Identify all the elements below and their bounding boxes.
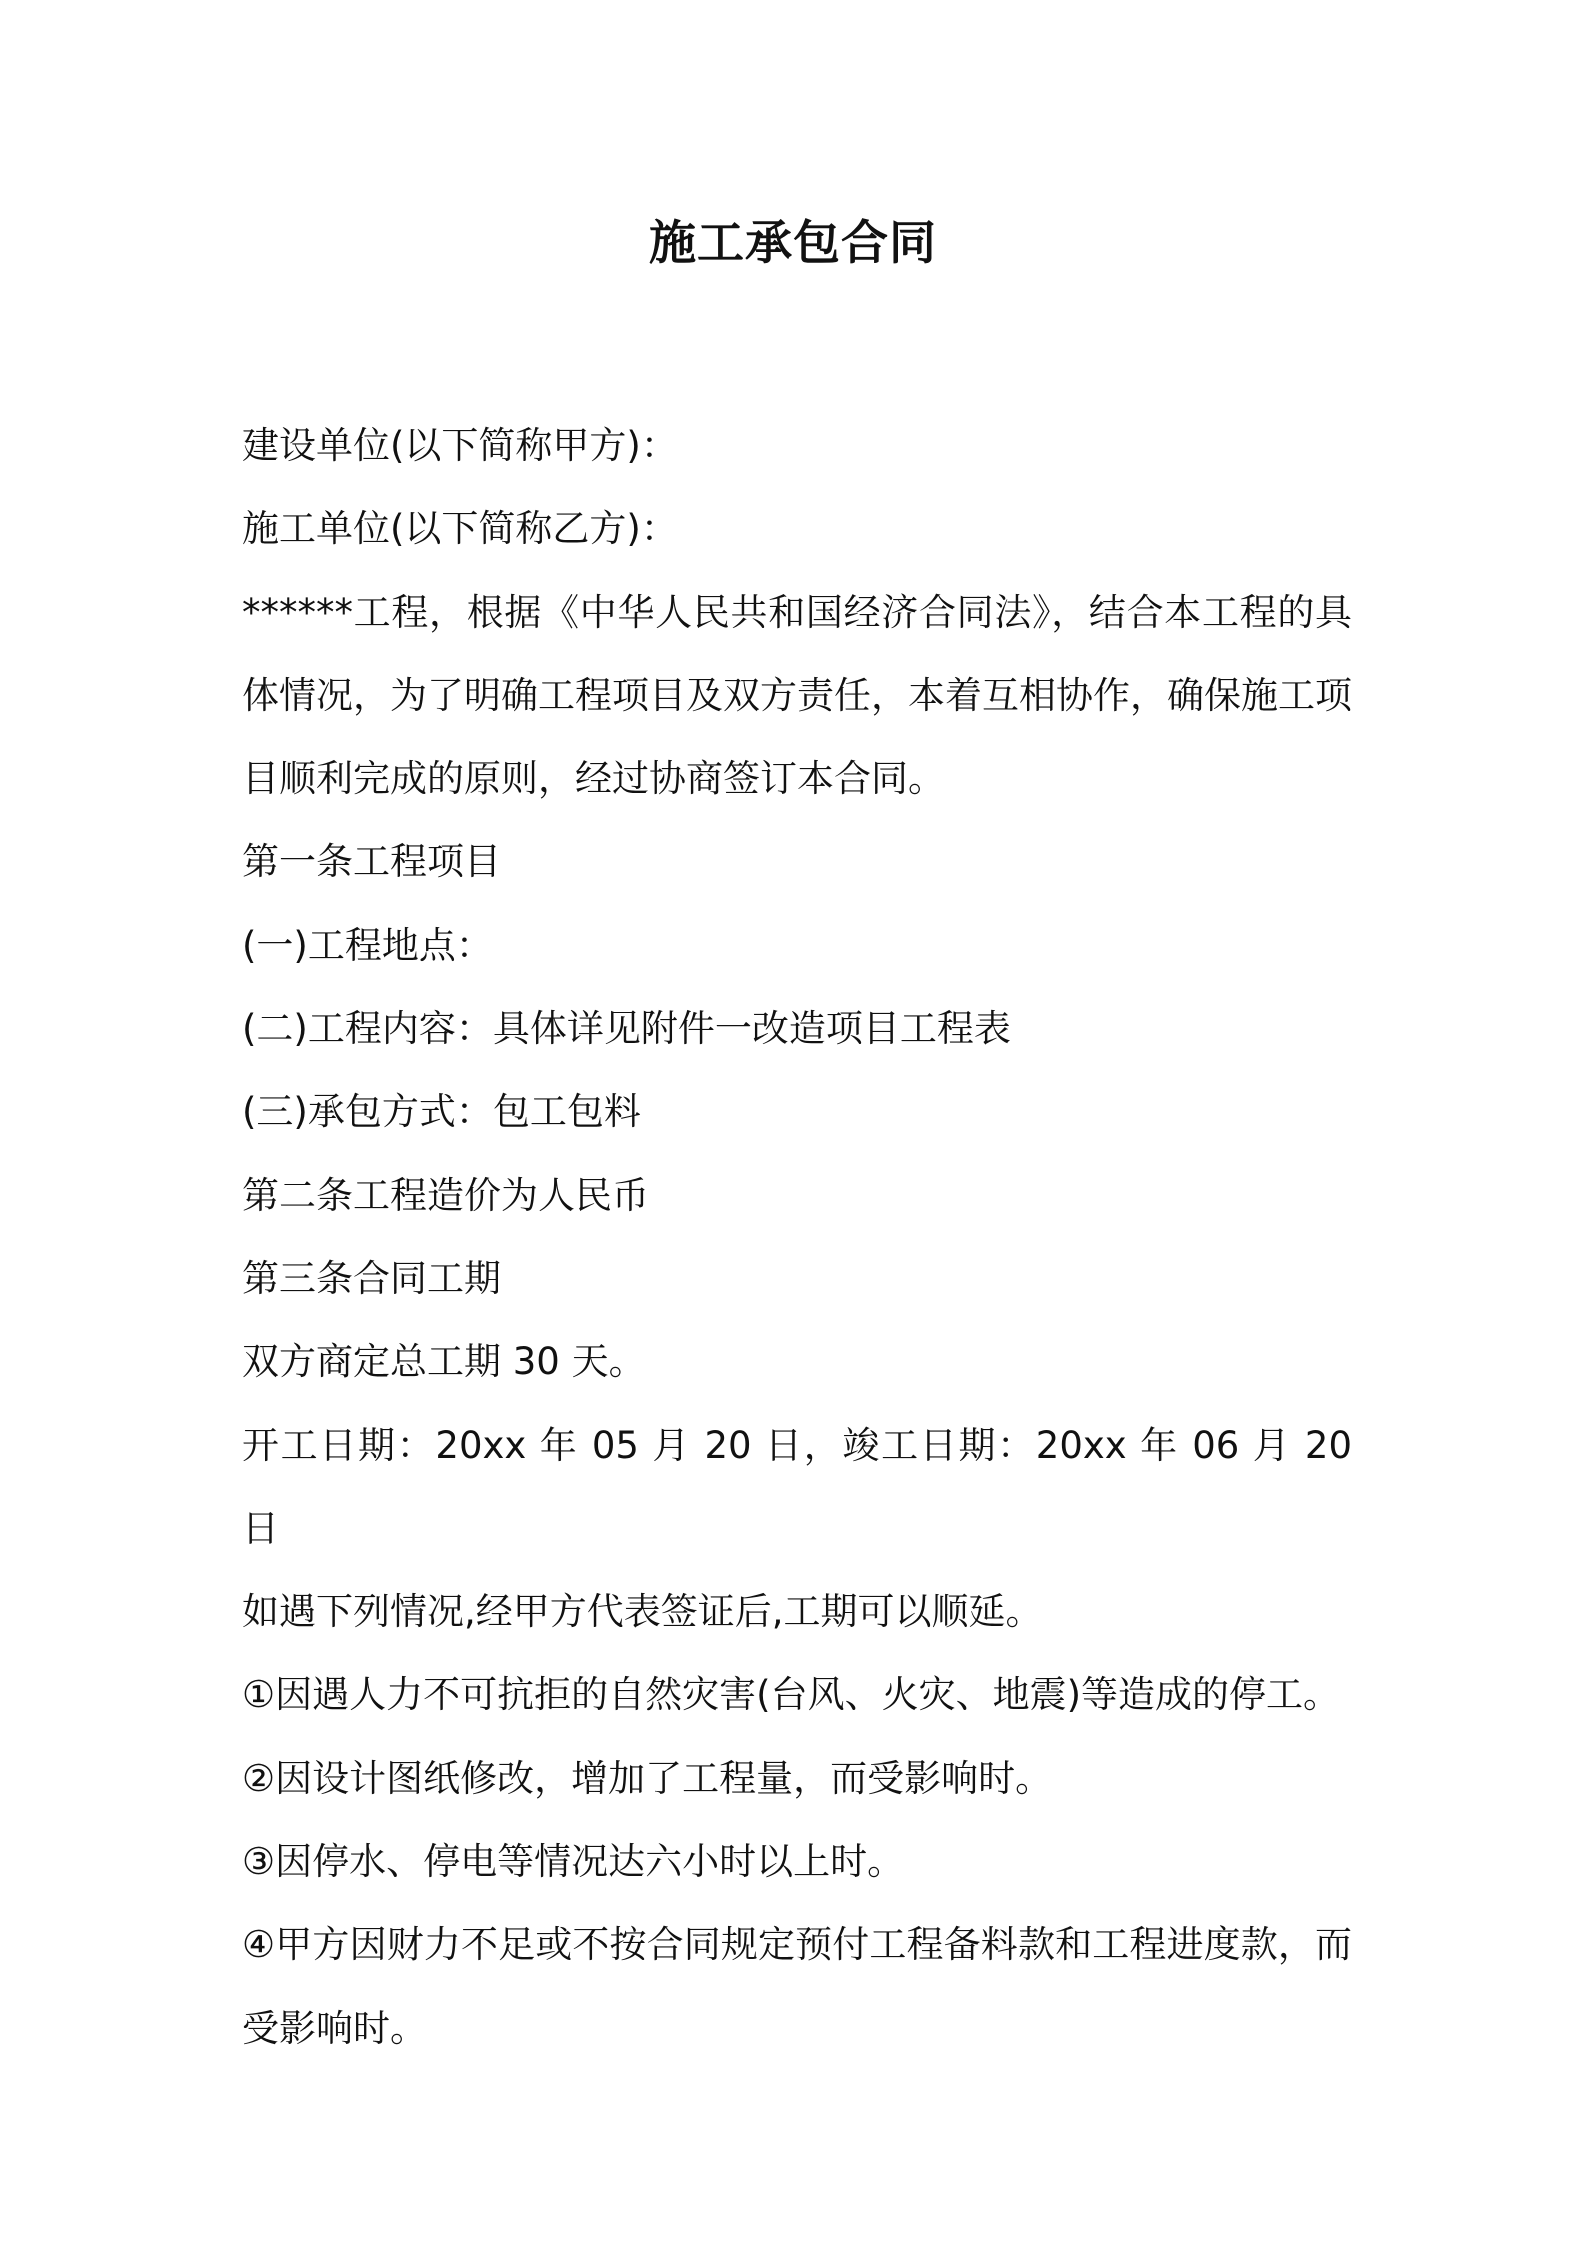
extension-condition-line: 如遇下列情况,经甲方代表签证后,工期可以顺延。: [242, 1590, 1043, 1634]
article-2-heading: 第二条工程造价为人民币: [242, 1173, 649, 1217]
list-item: ①因遇人力不可抗拒的自然灾害(台风、火灾、地震)等造成的停工。: [242, 1673, 1341, 1717]
document-title: 施工承包合同: [649, 216, 937, 271]
article-1-heading: 第一条工程项目: [242, 840, 501, 884]
total-duration-line: 双方商定总工期 30 天。: [242, 1340, 646, 1384]
project-location-line: (一)工程地点：: [242, 923, 493, 967]
document-body: [242, 404, 1352, 2070]
dates-line: 开工日期：20xx 年 05 月 20 日，竣工日期：20xx 年 06 月 20 日: [242, 1423, 1352, 1550]
list-item: ②因设计图纸修改，增加了工程量，而受影响时。: [242, 1756, 1053, 1800]
preamble-paragraph: ******工程，根据《中华人民共和国经济合同法》，结合本工程的具体情况，为了明确工程项目及双方责任，本着互相协作，确保施工项目顺利完成的原则，经过协商签订本合同。: [242, 590, 1352, 801]
article-3-heading: 第三条合同工期: [242, 1256, 501, 1300]
list-item: ③因停水、停电等情况达六小时以上时。: [242, 1840, 905, 1884]
project-content-line: (二)工程内容：具体详见附件一改造项目工程表: [242, 1007, 1011, 1051]
list-item: ④甲方因财力不足或不按合同规定预付工程备料款和工程进度款，而受影响时。: [242, 1923, 1352, 2050]
party-b-line: 施工单位(以下简称乙方)：: [242, 507, 678, 551]
contract-method-line: (三)承包方式：包工包料: [242, 1090, 641, 1134]
party-a-line: 建设单位(以下简称甲方)：: [242, 424, 678, 467]
